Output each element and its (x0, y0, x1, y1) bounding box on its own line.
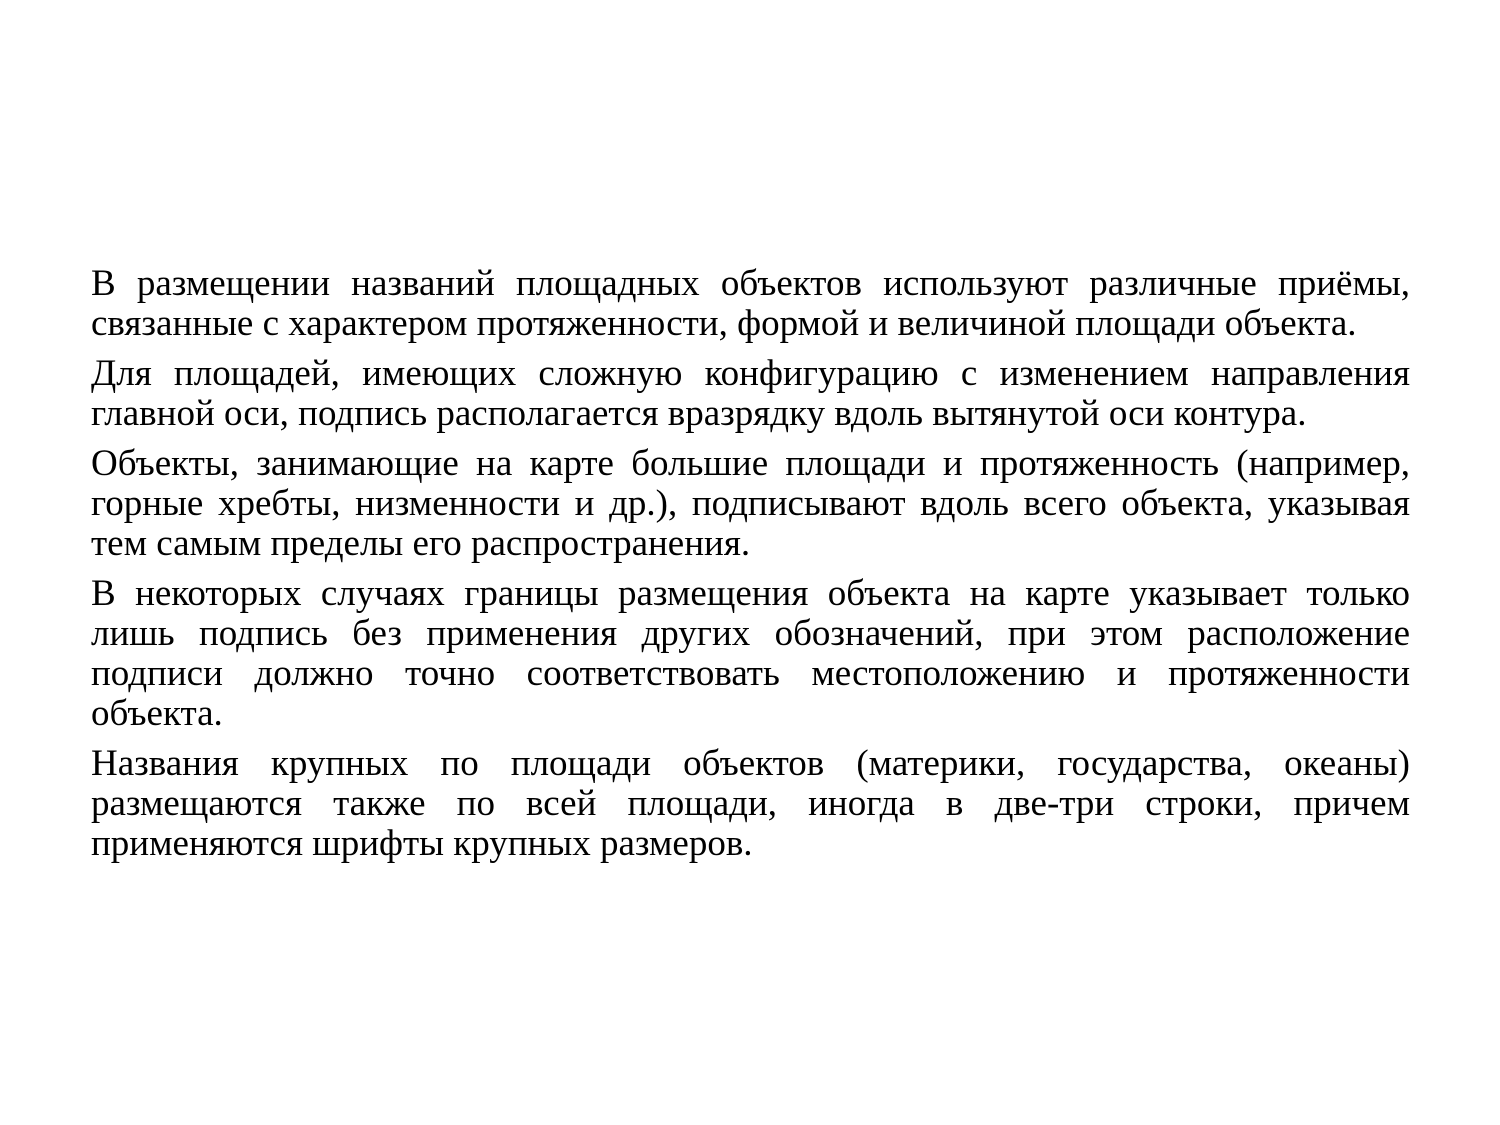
paragraph-2: Для площадей, имеющих сложную конфигурацию с изменением направления главной оси, подпись располагается вразрядку вдоль вытянутой оси контура. (91, 353, 1410, 434)
paragraph-1: В размещении названий площадных объектов используют различные приёмы, связанные с характером протяженности, формой и величиной площади объекта. (91, 263, 1410, 344)
slide-text-body (91, 264, 1410, 874)
paragraph-4: В некоторых случаях границы размещения объекта на карте указывает только лишь подпись без применения других обозначений, при этом расположение подписи должно точно соответствовать местоположению и протяженности объекта. (91, 573, 1410, 734)
paragraph-5: Названия крупных по площади объектов (материки, государства, океаны) размещаются также по всей площади, иногда в две-три строки, причем применяются шрифты крупных размеров. (91, 743, 1410, 864)
paragraph-3: Объекты, занимающие на карте большие площади и протяженность (например, горные хребты, низменности и др.), подписывают вдоль всего объекта, указывая тем самым пределы его распространения. (91, 443, 1410, 564)
